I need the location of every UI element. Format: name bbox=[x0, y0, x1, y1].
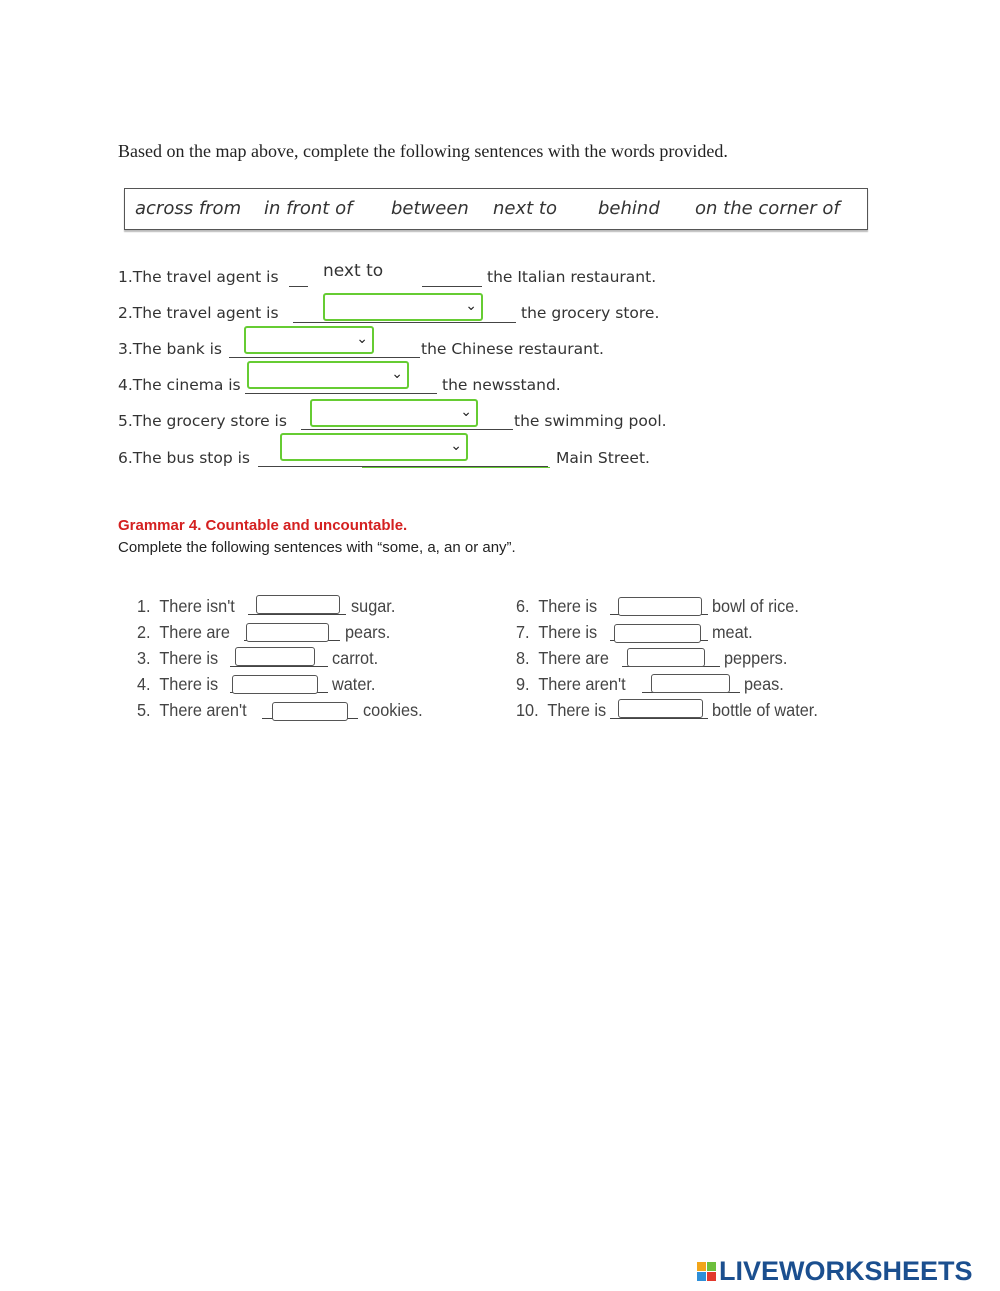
grammar-item-8 bbox=[516, 648, 609, 669]
word-bank-item: in front of bbox=[264, 198, 353, 219]
item-pre: There is bbox=[159, 648, 219, 668]
word-bank-item: next to bbox=[493, 198, 557, 219]
grammar-item-10 bbox=[516, 700, 606, 721]
item-post: carrot. bbox=[332, 648, 379, 668]
logo-cube bbox=[697, 1272, 706, 1281]
grammar-item-6 bbox=[516, 596, 597, 617]
item-post: meat. bbox=[712, 622, 753, 642]
word-bank-item: across from bbox=[135, 198, 242, 219]
blank-line bbox=[610, 718, 708, 719]
sentence-4-prefix: 4.The cinema is bbox=[118, 376, 241, 394]
item-post: cookies. bbox=[363, 700, 423, 720]
chevron-down-icon: ⌄ bbox=[450, 438, 462, 454]
item-post: bowl of rice. bbox=[712, 596, 799, 616]
blank-line bbox=[293, 322, 516, 323]
blank-line-highlight bbox=[362, 467, 550, 468]
answer-input-2[interactable] bbox=[246, 623, 329, 642]
item-pre: There is bbox=[159, 674, 219, 694]
item-post: bottle of water. bbox=[712, 700, 818, 720]
sentence-5-suffix: the swimming pool. bbox=[514, 412, 667, 430]
item-post: sugar. bbox=[351, 596, 396, 616]
item-number: 7. bbox=[516, 622, 530, 642]
item-number: 3. bbox=[137, 648, 151, 668]
item-number: 6. bbox=[516, 596, 530, 616]
grammar-instruction: Complete the following sentences with “some, a, an or any”. bbox=[118, 539, 516, 556]
item-post: peppers. bbox=[724, 648, 788, 668]
blank-line bbox=[248, 614, 346, 615]
sentence-5-prefix: 5.The grocery store is bbox=[118, 412, 287, 430]
answer-dropdown-3[interactable] bbox=[244, 326, 374, 354]
logo-cube bbox=[707, 1262, 716, 1271]
logo-cube bbox=[697, 1262, 706, 1271]
item-pre: There are bbox=[159, 622, 230, 642]
answer-input-5[interactable] bbox=[272, 702, 348, 721]
logo-cube bbox=[707, 1272, 716, 1281]
item-pre: There is bbox=[538, 622, 598, 642]
chevron-down-icon: ⌄ bbox=[356, 331, 368, 347]
word-bank bbox=[124, 188, 868, 230]
blank-line bbox=[422, 286, 482, 287]
blank-line bbox=[289, 286, 308, 287]
item-number: 4. bbox=[137, 674, 151, 694]
chevron-down-icon: ⌄ bbox=[465, 298, 477, 314]
sentence-3-suffix: the Chinese restaurant. bbox=[421, 340, 604, 358]
grammar-item-9 bbox=[516, 674, 626, 695]
grammar-item-1 bbox=[137, 596, 235, 617]
logo-cubes-icon bbox=[697, 1262, 716, 1281]
sentence-1-prefix: 1.The travel agent is bbox=[118, 268, 279, 286]
answer-input-4[interactable] bbox=[232, 675, 318, 694]
answer-input-7[interactable] bbox=[614, 624, 701, 643]
chevron-down-icon: ⌄ bbox=[391, 366, 403, 382]
item-post: pears. bbox=[345, 622, 391, 642]
blank-line bbox=[245, 393, 437, 394]
grammar-item-4 bbox=[137, 674, 218, 695]
grammar-item-2 bbox=[137, 622, 230, 643]
blank-line bbox=[229, 357, 420, 358]
blank-line bbox=[301, 429, 513, 430]
item-post: peas. bbox=[744, 674, 784, 694]
sentence-6-suffix: Main Street. bbox=[556, 449, 650, 467]
grammar-item-3 bbox=[137, 648, 218, 669]
sentence-2-prefix: 2.The travel agent is bbox=[118, 304, 279, 322]
chevron-down-icon: ⌄ bbox=[460, 404, 472, 420]
item-number: 9. bbox=[516, 674, 530, 694]
logo-text: LIVEWORKSHEETS bbox=[719, 1255, 973, 1286]
answer-input-6[interactable] bbox=[618, 597, 702, 616]
sentence-6-prefix: 6.The bus stop is bbox=[118, 449, 250, 467]
sentence-3-prefix: 3.The bank is bbox=[118, 340, 222, 358]
answer-input-1[interactable] bbox=[256, 595, 340, 614]
answer-input-10[interactable] bbox=[618, 699, 703, 718]
item-pre: There aren't bbox=[159, 700, 247, 720]
answer-input-9[interactable] bbox=[651, 674, 730, 693]
grammar-item-7 bbox=[516, 622, 597, 643]
answer-dropdown-2[interactable] bbox=[323, 293, 483, 321]
item-pre: There are bbox=[538, 648, 609, 668]
sentence-1-suffix: the Italian restaurant. bbox=[487, 268, 657, 286]
word-bank-item: behind bbox=[598, 198, 660, 219]
sentence-4-suffix: the newsstand. bbox=[442, 376, 561, 394]
item-number: 5. bbox=[137, 700, 151, 720]
item-number: 10. bbox=[516, 700, 539, 720]
liveworksheets-logo[interactable] bbox=[697, 1256, 973, 1286]
blank-line bbox=[230, 666, 328, 667]
answer-dropdown-5[interactable] bbox=[310, 399, 478, 427]
item-post: water. bbox=[332, 674, 376, 694]
item-number: 2. bbox=[137, 622, 151, 642]
answer-next-to: next to bbox=[323, 261, 384, 281]
word-bank-item: between bbox=[391, 198, 469, 219]
grammar-title: Grammar 4. Countable and uncountable. bbox=[118, 517, 408, 534]
answer-input-8[interactable] bbox=[627, 648, 705, 667]
answer-dropdown-4[interactable] bbox=[247, 361, 409, 389]
item-number: 1. bbox=[137, 596, 151, 616]
item-pre: There is bbox=[547, 700, 607, 720]
answer-input-3[interactable] bbox=[235, 647, 315, 666]
grammar-item-5 bbox=[137, 700, 247, 721]
item-number: 8. bbox=[516, 648, 530, 668]
item-pre: There is bbox=[538, 596, 598, 616]
sentence-2-suffix: the grocery store. bbox=[521, 304, 660, 322]
word-bank-item: on the corner of bbox=[695, 198, 840, 219]
instruction-text: Based on the map above, complete the following sentences with the words provided. bbox=[118, 141, 728, 161]
item-pre: There isn't bbox=[159, 596, 235, 616]
item-pre: There aren't bbox=[538, 674, 626, 694]
answer-dropdown-6[interactable] bbox=[280, 433, 468, 461]
